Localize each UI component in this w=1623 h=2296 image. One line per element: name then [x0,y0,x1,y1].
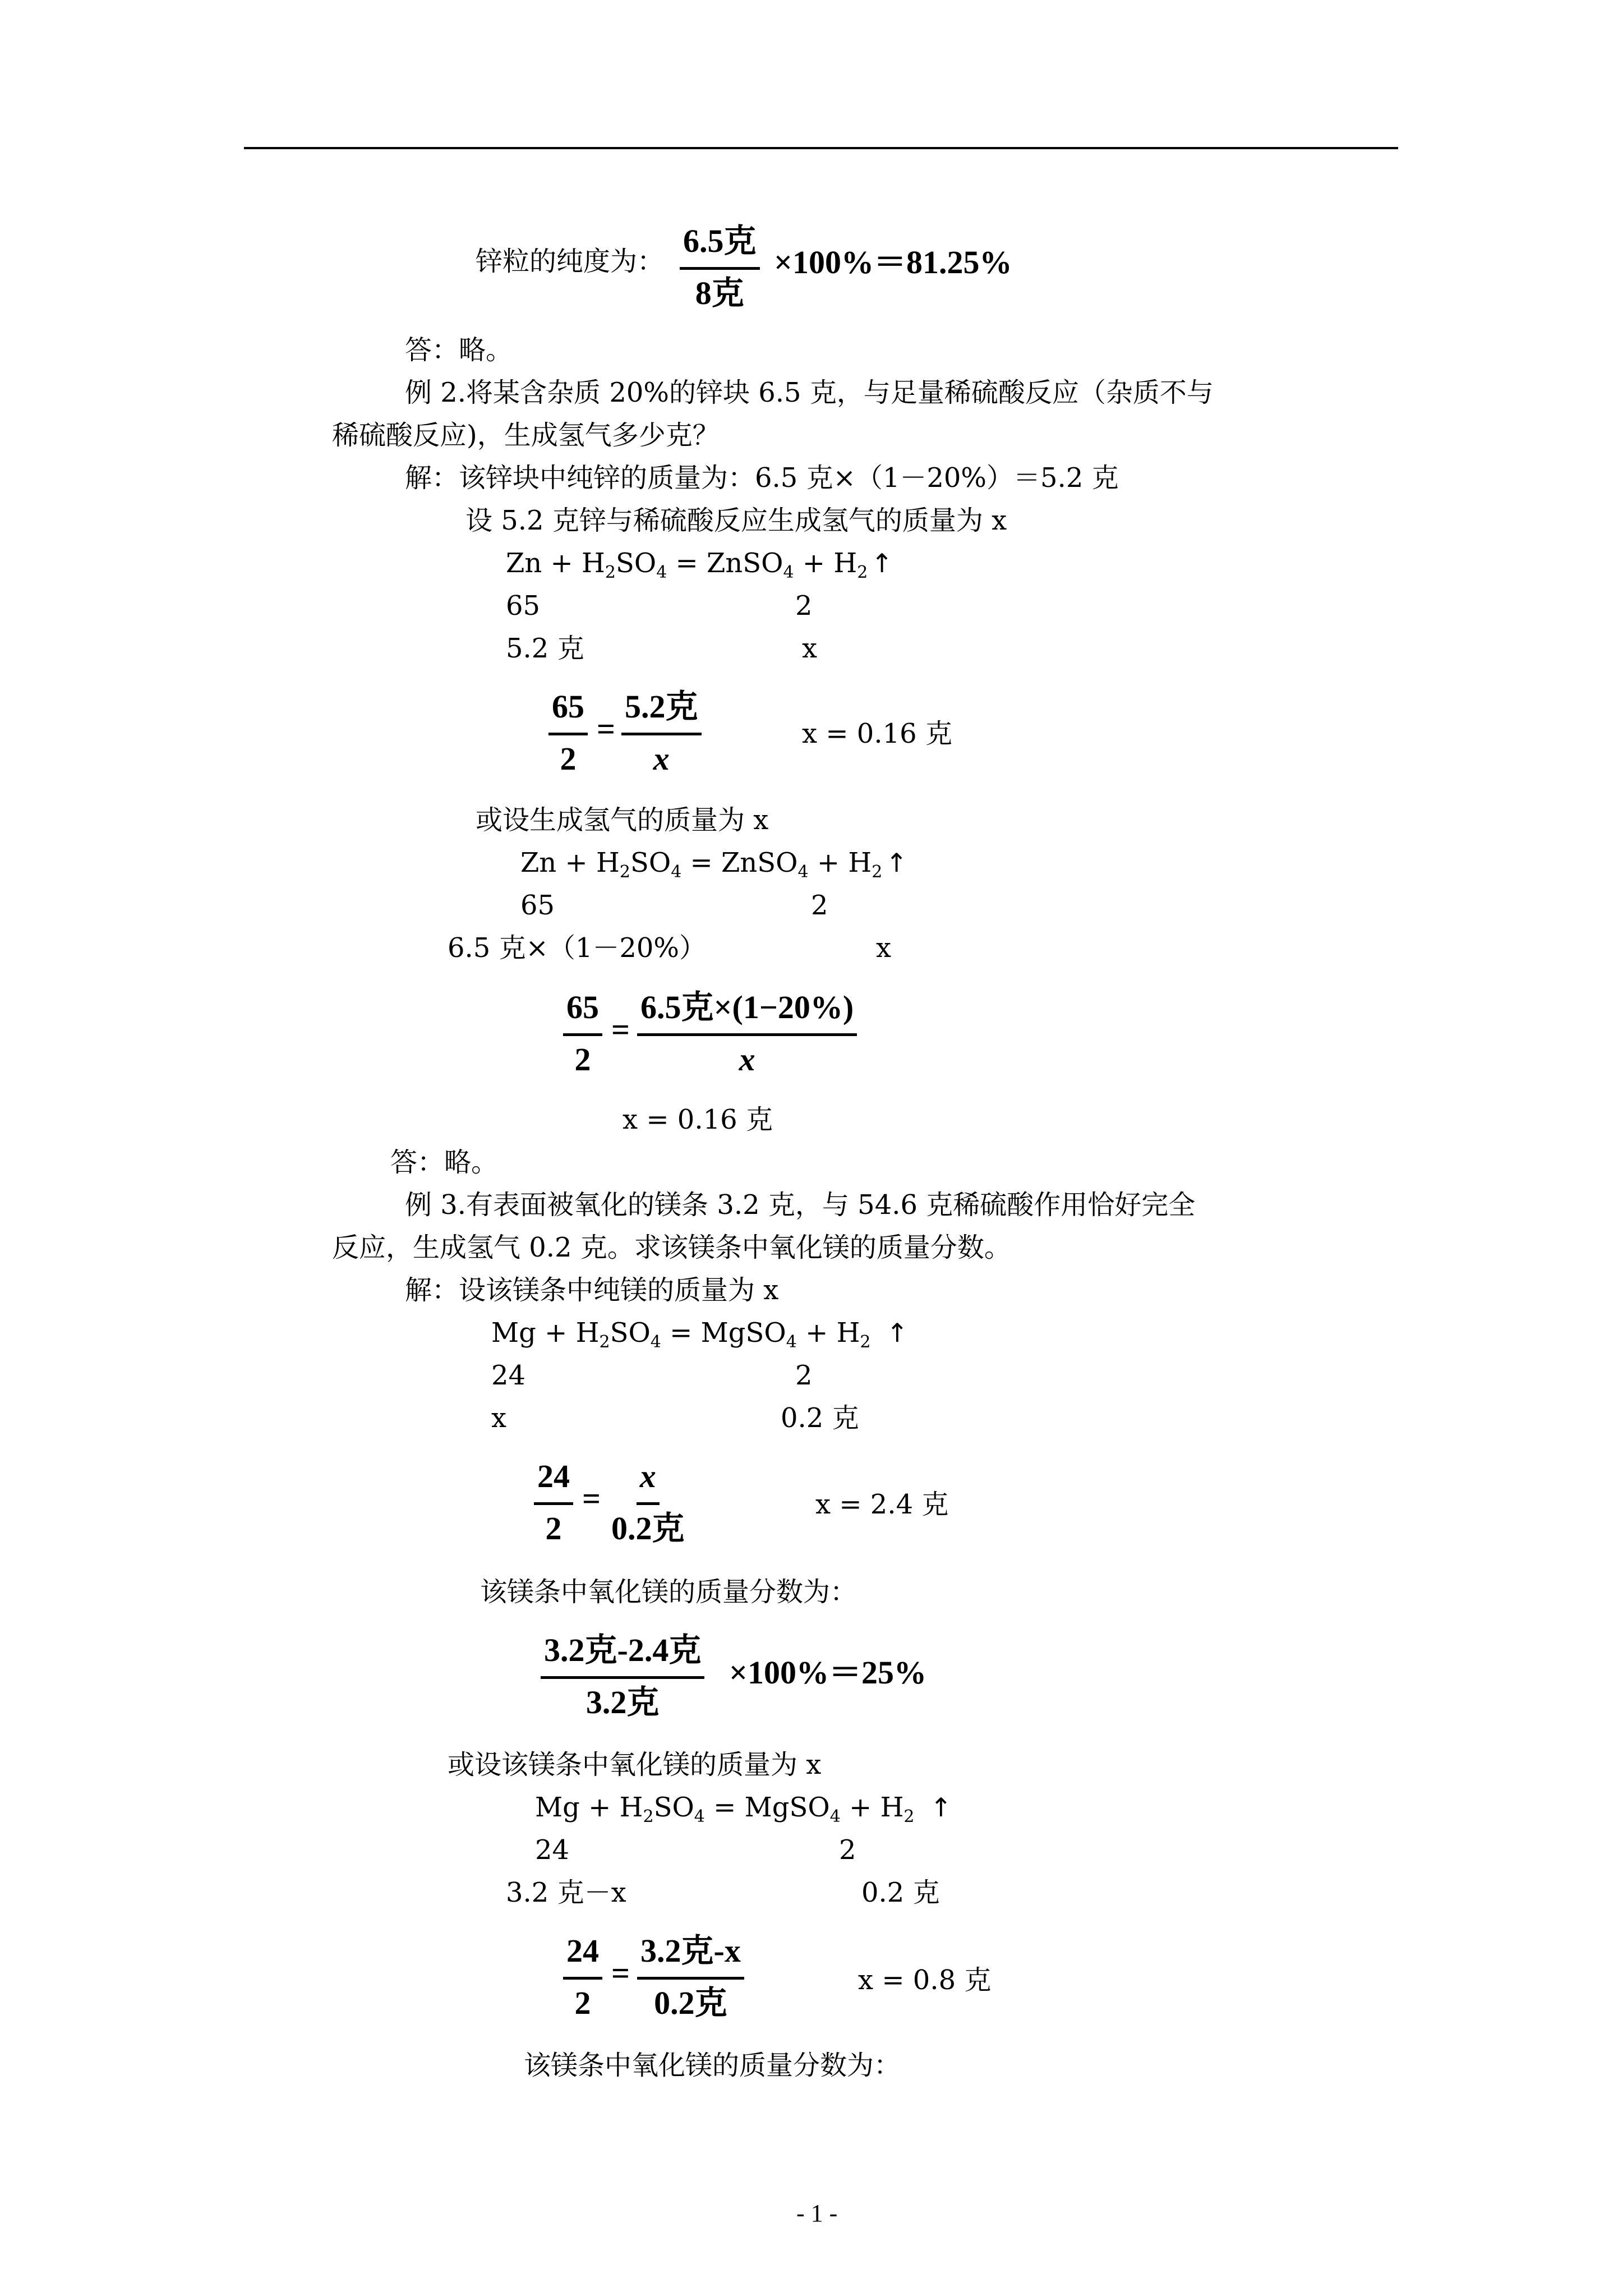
gas-up-arrow-icon: ↑ [886,848,907,878]
mass-fraction-intro: 该镁条中氧化镁的质量分数为： [524,2050,901,2081]
equals-sign: = [582,1480,601,1517]
result-value: x = 0.8 克 [858,1964,992,1996]
unknown-mass: 3.2 克－x [506,1877,626,1908]
ratio-right-fraction: 6.5克×(1−20%) x [637,986,857,1081]
ratio-left-fraction: $\frac{65}{2}$ [548,685,588,780]
page-number: - 1 - [796,2200,838,2227]
unknown-mass: x [802,633,818,664]
result-value: x = 0.16 克 [802,718,952,749]
mass-fraction: 3.2克-2.4克 3.2克 [541,1629,704,1724]
given-mass: 0.2 克 [781,1402,859,1434]
mass-fraction-intro: 该镁条中氧化镁的质量分数为： [480,1576,857,1608]
example2-question-line1: 例 2.将某含杂质 20%的锌块 6.5 克，与足量稀硫酸反应（杂质不与 [405,377,1214,408]
alternative-intro: 或设该镁条中氧化镁的质量为 x [448,1749,822,1780]
example3-solution-line1: 解：设该镁条中纯镁的质量为 x [405,1274,779,1306]
result-value: x = 0.16 克 [623,1104,773,1135]
example2-solution-line1: 解：该锌块中纯锌的质量为：6.5 克×（1－20%）＝5.2 克 [405,462,1119,494]
ratio-right-fraction: x 0.2克 [608,1455,688,1550]
molar-mass-right: 2 [795,1360,813,1391]
given-mass: 5.2 克 [506,633,584,664]
fraction-denominator: 8克 [695,275,744,311]
answer-line: 答：略。 [390,1147,499,1178]
reaction-equation: $Zn + H_2SO_4$ = ZnSO$_4$ + $H_2$ ↑ [506,547,893,582]
molar-mass-right: 2 [795,590,813,622]
example3-question-line2: 反应，生成氢气 0.2 克。求该镁条中氧化镁的质量分数。 [332,1232,1011,1263]
reaction-equation: $Zn + H_2SO_4$ = ZnSO$_4$ + $H_2$ ↑ [520,847,907,882]
purity-label: 锌粒的纯度为： [476,246,665,277]
ratio-left-fraction: $\frac{65}{2}$ [563,986,602,1081]
example2-solution-line2: 设 5.2 克锌与稀硫酸反应生成氢气的质量为 x [465,505,1007,536]
equals-sign: = [611,1011,630,1048]
purity-result: ×100%＝81.25% [774,244,1012,280]
reaction-equation: $Mg + H_2SO_4$ = MgSO$_4$ + $H_2$ ↑ [491,1317,909,1352]
gas-up-arrow-icon: ↑ [871,548,893,578]
mass-fraction-result: ×100%＝25% [729,1654,927,1691]
equals-sign: = [611,1955,630,1991]
molar-mass-left: 24 [535,1834,570,1866]
ratio-right-fraction: 3.2克-x 0.2克 [637,1930,744,2024]
molar-mass-left: 65 [520,890,555,921]
ratio-left-fraction: $\frac{24}{2}$ [534,1455,573,1550]
gas-up-arrow-icon: ↑ [930,1792,952,1823]
unknown-mass: x [491,1402,507,1434]
reaction-equation: $Mg + H_2SO_4$ = MgSO$_4$ + $H_2$ ↑ [535,1792,952,1826]
answer-line: 答：略。 [405,334,513,366]
fraction-numerator: 6.5克 [680,220,760,270]
molar-mass-right: 2 [811,890,828,921]
ratio-right-fraction: 5.2克 x [621,685,702,780]
alternative-intro: 或设生成氢气的质量为 x [476,804,769,836]
gas-up-arrow-icon: ↑ [886,1318,909,1348]
result-value: x = 2.4 克 [815,1489,949,1520]
example3-question-line1: 例 3.有表面被氧化的镁条 3.2 克，与 54.6 克稀硫酸作用恰好完全 [405,1189,1196,1221]
example2-question-line2: 稀硫酸反应)，生成氢气多少克？ [332,420,720,451]
equals-sign: = [597,711,616,747]
purity-fraction [680,220,760,315]
molar-mass-right: 2 [839,1834,856,1866]
unknown-mass: x [876,932,892,964]
molar-mass-left: 24 [491,1360,526,1391]
ratio-left-fraction: $\frac{24}{2}$ [563,1930,602,2024]
given-mass: 6.5 克×（1－20%） [448,932,707,964]
molar-mass-left: 65 [506,590,541,622]
given-mass: 0.2 克 [861,1877,940,1908]
header-rule [244,147,1398,149]
